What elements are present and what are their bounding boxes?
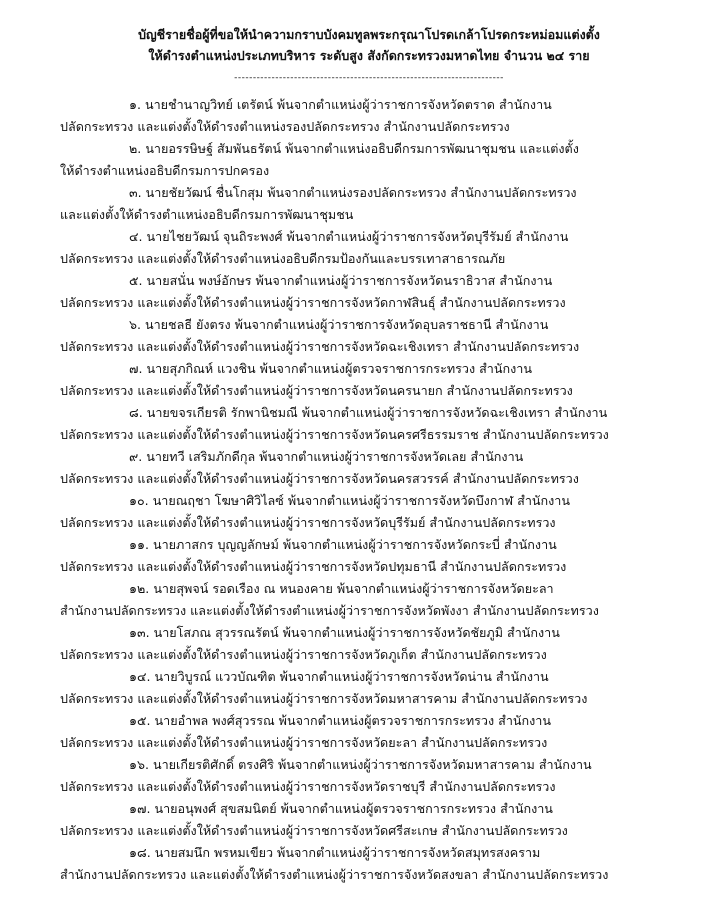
item-text-line-1: นายชำนาญวิทย์ เตรัตน์ พ้นจากตำแหน่งผู้ว่าราชการจังหวัดตราด สำนักงาน bbox=[145, 97, 552, 112]
item-text-line-2: ให้ดำรงตำแหน่งอธิบดีกรมการปกครอง bbox=[60, 163, 270, 178]
item-text-line-1: นายณฤชา โฆษาศิวิไลซ์ พ้นจากตำแหน่งผู้ว่าราชการจังหวัดบึงกาฬ สำนักงาน bbox=[152, 493, 570, 508]
item-text-line-1: นายชัยวัฒน์ ชื่นโกสุม พ้นจากตำแหน่งรองปลัดกระทรวง สำนักงานปลัดกระทรวง bbox=[145, 185, 577, 200]
item-number: ๑๓. bbox=[129, 625, 150, 640]
item-text-line-2: ปลัดกระทรวง และแต่งตั้งให้ดำรงตำแหน่งผู้ว่าราชการจังหวัดภูเก็ต สำนักงานปลัดกระทรวง bbox=[60, 647, 547, 662]
item-text-line-2: ปลัดกระทรวง และแต่งตั้งให้ดำรงตำแหน่งผู้ว่าราชการจังหวัดราชบุรี สำนักงานปลัดกระทรวง bbox=[60, 779, 556, 794]
item-text-line-1: นายชลธี ยังตรง พ้นจากตำแหน่งผู้ว่าราชการจังหวัดอุบลราชธานี สำนักงาน bbox=[145, 317, 549, 332]
item-text-line-2: ปลัดกระทรวง และแต่งตั้งให้ดำรงตำแหน่งผู้ว่าราชการจังหวัดนครศรีธรรมราช สำนักงานปลัดกระทรวง bbox=[60, 427, 609, 442]
item-text-line-1: นายอรรษิษฐ์ สัมพันธรัตน์ พ้นจากตำแหน่งอธิบดีกรมการพัฒนาชุมชน และแต่งตั้ง bbox=[145, 141, 579, 156]
item-number: ๕. bbox=[129, 273, 143, 288]
item-text-line-1: นายขจรเกียรติ รักพานิชมณี พ้นจากตำแหน่งผู้ว่าราชการจังหวัดฉะเชิงเทรา สำนักงาน bbox=[146, 405, 608, 420]
item-text-line-2: และแต่งตั้งให้ดำรงตำแหน่งอธิบดีกรมการพัฒนาชุมชน bbox=[60, 207, 354, 222]
item-number: ๑๘. bbox=[129, 845, 151, 860]
item-text-line-1: นายไชยวัฒน์ จุนถิระพงศ์ พ้นจากตำแหน่งผู้ว่าราชการจังหวัดบุรีรัมย์ สำนักงาน bbox=[146, 229, 569, 244]
title-divider: ------------------------------------------------------------------------ bbox=[234, 73, 504, 83]
item-text-line-2: สำนักงานปลัดกระทรวง และแต่งตั้งให้ดำรงตำแหน่งผู้ว่าราชการจังหวัดสงขลา สำนักงานปลัดกระทรวง bbox=[60, 867, 609, 882]
title-line-2: ให้ดำรงตำแหน่งประเภทบริหาร ระดับสูง สังกัดกระทรวงมหาดไทย จำนวน ๒๔ ราย bbox=[148, 48, 590, 63]
item-text-line-1: นายสุพจน์ รอดเรือง ณ หนองคาย พ้นจากตำแหน่งผู้ว่าราชการจังหวัดยะลา bbox=[153, 581, 554, 596]
list-item bbox=[60, 842, 678, 886]
item-text-line-1: นายสุภกิณห์ แวงชิน พ้นจากตำแหน่งผู้ตรวจราชการกระทรวง สำนักงาน bbox=[146, 361, 532, 376]
item-text-line-1: นายภาสกร บุญญลักษม์ พ้นจากตำแหน่งผู้ว่าราชการจังหวัดกระบี่ สำนักงาน bbox=[153, 537, 557, 552]
item-number: ๒. bbox=[129, 141, 142, 156]
item-text-line-2: ปลัดกระทรวง และแต่งตั้งให้ดำรงตำแหน่งผู้ว่าราชการจังหวัดมหาสารคาม สำนักงานปลัดกระทรวง bbox=[60, 691, 588, 706]
item-text-line-1: นายอำพล พงศ์สุวรรณ พ้นจากตำแหน่งผู้ตรวจราชการกระทรวง สำนักงาน bbox=[154, 713, 551, 728]
list-item bbox=[60, 138, 678, 182]
list-item bbox=[60, 798, 678, 842]
list-item bbox=[60, 270, 678, 314]
item-text-line-1: นายวิบูรณ์ แววบัณฑิต พ้นจากตำแหน่งผู้ว่าราชการจังหวัดน่าน สำนักงาน bbox=[154, 669, 549, 684]
item-number: ๙. bbox=[129, 449, 143, 464]
item-number: ๖. bbox=[129, 317, 141, 332]
item-text-line-2: ปลัดกระทรวง และแต่งตั้งให้ดำรงตำแหน่งอธิบดีกรมป้องกันและบรรเทาสาธารณภัย bbox=[60, 251, 506, 266]
appointment-list bbox=[60, 94, 678, 886]
document-title bbox=[60, 24, 678, 66]
item-text-line-1: นายโสภณ สุวรรณรัตน์ พ้นจากตำแหน่งผู้ว่าราชการจังหวัดชัยภูมิ สำนักงาน bbox=[153, 625, 560, 640]
item-text-line-2: ปลัดกระทรวง และแต่งตั้งให้ดำรงตำแหน่งผู้ว่าราชการจังหวัดนครสวรรค์ สำนักงานปลัดกระทรวง bbox=[60, 471, 579, 486]
item-number: ๑๐. bbox=[129, 493, 149, 508]
item-text-line-2: ปลัดกระทรวง และแต่งตั้งให้ดำรงตำแหน่งผู้ว่าราชการจังหวัดกาฬสินธุ์ สำนักงานปลัดกระทรวง bbox=[60, 295, 566, 310]
list-item bbox=[60, 754, 678, 798]
item-number: ๑๖. bbox=[129, 757, 149, 772]
item-number: ๗. bbox=[129, 361, 143, 376]
list-item bbox=[60, 446, 678, 490]
item-text-line-2: ปลัดกระทรวง และแต่งตั้งให้ดำรงตำแหน่งรองปลัดกระทรวง สำนักงานปลัดกระทรวง bbox=[60, 119, 510, 134]
item-number: ๑๒. bbox=[129, 581, 150, 596]
item-text-line-1: นายอนุพงศ์ สุขสมนิตย์ พ้นจากตำแหน่งผู้ตรวจราชการกระทรวง สำนักงาน bbox=[154, 801, 553, 816]
item-number: ๓. bbox=[129, 185, 142, 200]
item-text-line-1: นายสนั่น พงษ์อักษร พ้นจากตำแหน่งผู้ว่าราชการจังหวัดนราธิวาส สำนักงาน bbox=[146, 273, 553, 288]
list-item bbox=[60, 578, 678, 622]
item-number: ๑๕. bbox=[129, 713, 151, 728]
item-text-line-2: ปลัดกระทรวง และแต่งตั้งให้ดำรงตำแหน่งผู้ว่าราชการจังหวัดนครนายก สำนักงานปลัดกระทรวง bbox=[60, 383, 573, 398]
list-item bbox=[60, 402, 678, 446]
list-item bbox=[60, 226, 678, 270]
list-item bbox=[60, 534, 678, 578]
list-item bbox=[60, 490, 678, 534]
item-number: ๘. bbox=[129, 405, 143, 420]
list-item bbox=[60, 710, 678, 754]
list-item bbox=[60, 314, 678, 358]
item-text-line-2: ปลัดกระทรวง และแต่งตั้งให้ดำรงตำแหน่งผู้ว่าราชการจังหวัดยะลา สำนักงานปลัดกระทรวง bbox=[60, 735, 548, 750]
item-text-line-1: นายเกียรติศักดิ์ ตรงศิริ พ้นจากตำแหน่งผู้ว่าราชการจังหวัดมหาสารคาม สำนักงาน bbox=[153, 757, 592, 772]
item-number: ๑๑. bbox=[129, 537, 149, 552]
item-text-line-2: สำนักงานปลัดกระทรวง และแต่งตั้งให้ดำรงตำแหน่งผู้ว่าราชการจังหวัดพังงา สำนักงานปลัดกระทรวง bbox=[60, 603, 599, 618]
item-text-line-2: ปลัดกระทรวง และแต่งตั้งให้ดำรงตำแหน่งผู้ว่าราชการจังหวัดบุรีรัมย์ สำนักงานปลัดกระทรวง bbox=[60, 515, 556, 530]
list-item bbox=[60, 622, 678, 666]
list-item bbox=[60, 358, 678, 402]
item-number: ๑๔. bbox=[129, 669, 151, 684]
title-line-1: บัญชีรายชื่อผู้ที่ขอให้นำความกราบบังคมทูลพระกรุณาโปรดเกล้าโปรดกระหม่อมแต่งตั้ง bbox=[138, 27, 600, 42]
list-item bbox=[60, 182, 678, 226]
item-text-line-1: นายสมนึก พรหมเขียว พ้นจากตำแหน่งผู้ว่าราชการจังหวัดสมุทรสงคราม bbox=[154, 845, 541, 860]
item-text-line-1: นายทวี เสริมภักดีกุล พ้นจากตำแหน่งผู้ว่าราชการจังหวัดเลย สำนักงาน bbox=[146, 449, 524, 464]
item-number: ๔. bbox=[129, 229, 143, 244]
list-item bbox=[60, 94, 678, 138]
item-number: ๑๗. bbox=[129, 801, 151, 816]
item-text-line-2: ปลัดกระทรวง และแต่งตั้งให้ดำรงตำแหน่งผู้ว่าราชการจังหวัดศรีสะเกษ สำนักงานปลัดกระทรวง bbox=[60, 823, 568, 838]
list-item bbox=[60, 666, 678, 710]
item-text-line-2: ปลัดกระทรวง และแต่งตั้งให้ดำรงตำแหน่งผู้ว่าราชการจังหวัดปทุมธานี สำนักงานปลัดกระทรวง bbox=[60, 559, 567, 574]
item-text-line-2: ปลัดกระทรวง และแต่งตั้งให้ดำรงตำแหน่งผู้ว่าราชการจังหวัดฉะเชิงเทรา สำนักงานปลัดกระทรวง bbox=[60, 339, 580, 354]
item-number: ๑. bbox=[129, 97, 141, 112]
